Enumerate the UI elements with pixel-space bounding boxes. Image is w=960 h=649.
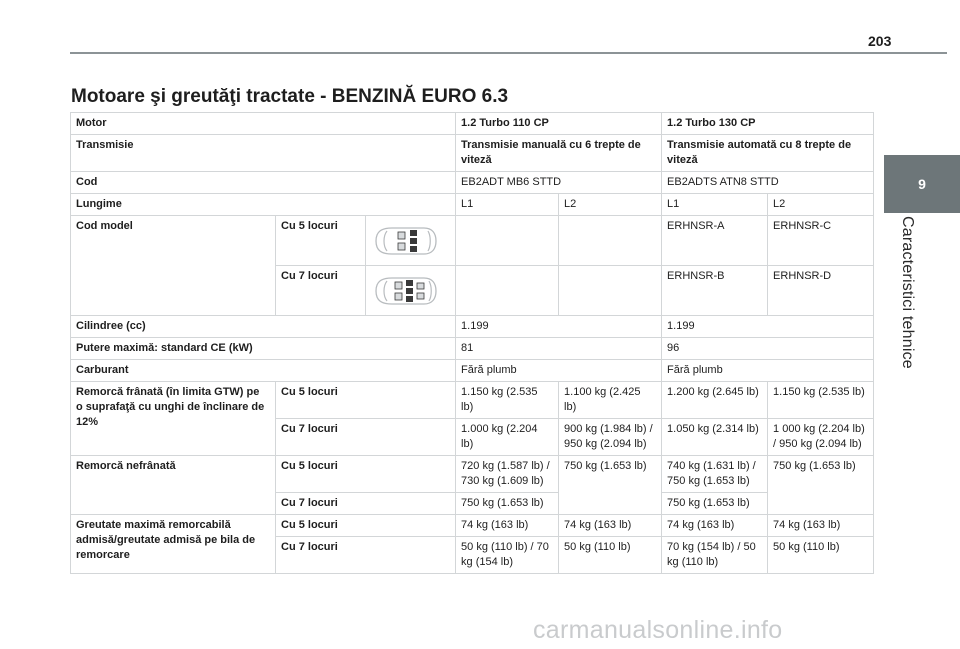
table-row [71, 456, 874, 493]
row-label: Greutate maximă remorcabilă admisă/greutate admisă pe bila de remorcare [71, 515, 276, 574]
table-cell: 750 kg (1.653 lb) [768, 456, 874, 515]
table-cell: 740 kg (1.631 lb) / 750 kg (1.653 lb) [662, 456, 768, 493]
engine-specs-table [70, 112, 874, 574]
table-cell: 1.2 Turbo 110 CP [456, 113, 662, 135]
table-cell: L2 [559, 194, 662, 216]
table-cell: 1.2 Turbo 130 CP [662, 113, 874, 135]
sub-label: Cu 7 locuri [276, 537, 456, 574]
table-cell: Transmisie automată cu 8 trepte de viteză [662, 135, 874, 172]
table-cell: 74 kg (163 lb) [456, 515, 559, 537]
chapter-number: 9 [918, 176, 926, 192]
table-cell: 96 [662, 338, 874, 360]
table-cell: 81 [456, 338, 662, 360]
table-cell: 50 kg (110 lb) [559, 537, 662, 574]
table-cell: EB2ADT MB6 STTD [456, 172, 662, 194]
table-cell: L1 [662, 194, 768, 216]
table-cell: 1.150 kg (2.535 lb) [456, 382, 559, 419]
table-cell: L2 [768, 194, 874, 216]
chapter-tab[interactable] [884, 155, 960, 213]
car-5-seats-icon [370, 222, 438, 260]
seat-diagram-cell [366, 216, 456, 266]
row-label: Putere maximă: standard CE (kW) [71, 338, 456, 360]
table-cell [456, 216, 559, 266]
watermark: carmanualsonline.info [533, 616, 783, 644]
table-cell: 50 kg (110 lb) / 70 kg (154 lb) [456, 537, 559, 574]
row-label: Carburant [71, 360, 456, 382]
table-cell: EB2ADTS ATN8 STTD [662, 172, 874, 194]
sub-label: Cu 7 locuri [276, 493, 456, 515]
table-cell: 1 000 kg (2.204 lb) / 950 kg (2.094 lb) [768, 419, 874, 456]
table-row [71, 316, 874, 338]
page-number: 203 [868, 33, 892, 49]
table-cell: Transmisie manuală cu 6 trepte de viteză [456, 135, 662, 172]
sub-label: Cu 5 locuri [276, 456, 456, 493]
table-cell: 1.199 [456, 316, 662, 338]
table-cell: 74 kg (163 lb) [559, 515, 662, 537]
table-cell: ERHNSR-D [768, 266, 874, 316]
table-cell: 1.200 kg (2.645 lb) [662, 382, 768, 419]
table-row [71, 113, 874, 135]
table-cell [559, 216, 662, 266]
sub-label: Cu 7 locuri [276, 266, 366, 316]
table-row [71, 382, 874, 419]
table-row [71, 135, 874, 172]
table-cell: ERHNSR-C [768, 216, 874, 266]
table-row [71, 194, 874, 216]
row-label: Cod model [71, 216, 276, 316]
table-cell: ERHNSR-B [662, 266, 768, 316]
chapter-label: Caracteristici tehnice [899, 216, 916, 369]
page-title: Motoare şi greutăţi tractate - BENZINĂ EURO 6.3 [71, 86, 509, 107]
table-cell: 1.050 kg (2.314 lb) [662, 419, 768, 456]
table-cell: 50 kg (110 lb) [768, 537, 874, 574]
table-row [71, 216, 874, 266]
header-rule [70, 52, 947, 54]
table-cell: Fără plumb [456, 360, 662, 382]
table-cell [456, 266, 559, 316]
table-cell: 74 kg (163 lb) [768, 515, 874, 537]
sub-label: Cu 5 locuri [276, 216, 366, 266]
table-row [71, 515, 874, 537]
table-cell: 70 kg (154 lb) / 50 kg (110 lb) [662, 537, 768, 574]
table-cell: 1.150 kg (2.535 lb) [768, 382, 874, 419]
row-label: Transmisie [71, 135, 456, 172]
table-cell: 1.100 kg (2.425 lb) [559, 382, 662, 419]
table-cell: 900 kg (1.984 lb) / 950 kg (2.094 lb) [559, 419, 662, 456]
table-row [71, 360, 874, 382]
table-cell: 750 kg (1.653 lb) [456, 493, 559, 515]
sub-label: Cu 5 locuri [276, 515, 456, 537]
row-label: Cod [71, 172, 456, 194]
row-label: Cilindree (cc) [71, 316, 456, 338]
row-label: Motor [71, 113, 456, 135]
seat-diagram-cell [366, 266, 456, 316]
table-cell: ERHNSR-A [662, 216, 768, 266]
table-cell: 74 kg (163 lb) [662, 515, 768, 537]
table-cell: Fără plumb [662, 360, 874, 382]
table-cell: 1.199 [662, 316, 874, 338]
table-cell: 750 kg (1.653 lb) [662, 493, 768, 515]
table-cell: L1 [456, 194, 559, 216]
row-label: Lungime [71, 194, 456, 216]
row-label: Remorcă nefrânată [71, 456, 276, 515]
table-cell: 750 kg (1.653 lb) [559, 456, 662, 515]
table-row [71, 338, 874, 360]
table-cell [559, 266, 662, 316]
car-7-seats-icon [370, 272, 438, 310]
table-row [71, 172, 874, 194]
row-label: Remorcă frânată (în limita GTW) pe o suprafaţă cu unghi de înclinare de 12% [71, 382, 276, 456]
table-cell: 1.000 kg (2.204 lb) [456, 419, 559, 456]
table-cell: 720 kg (1.587 lb) / 730 kg (1.609 lb) [456, 456, 559, 493]
sub-label: Cu 5 locuri [276, 382, 456, 419]
sub-label: Cu 7 locuri [276, 419, 456, 456]
